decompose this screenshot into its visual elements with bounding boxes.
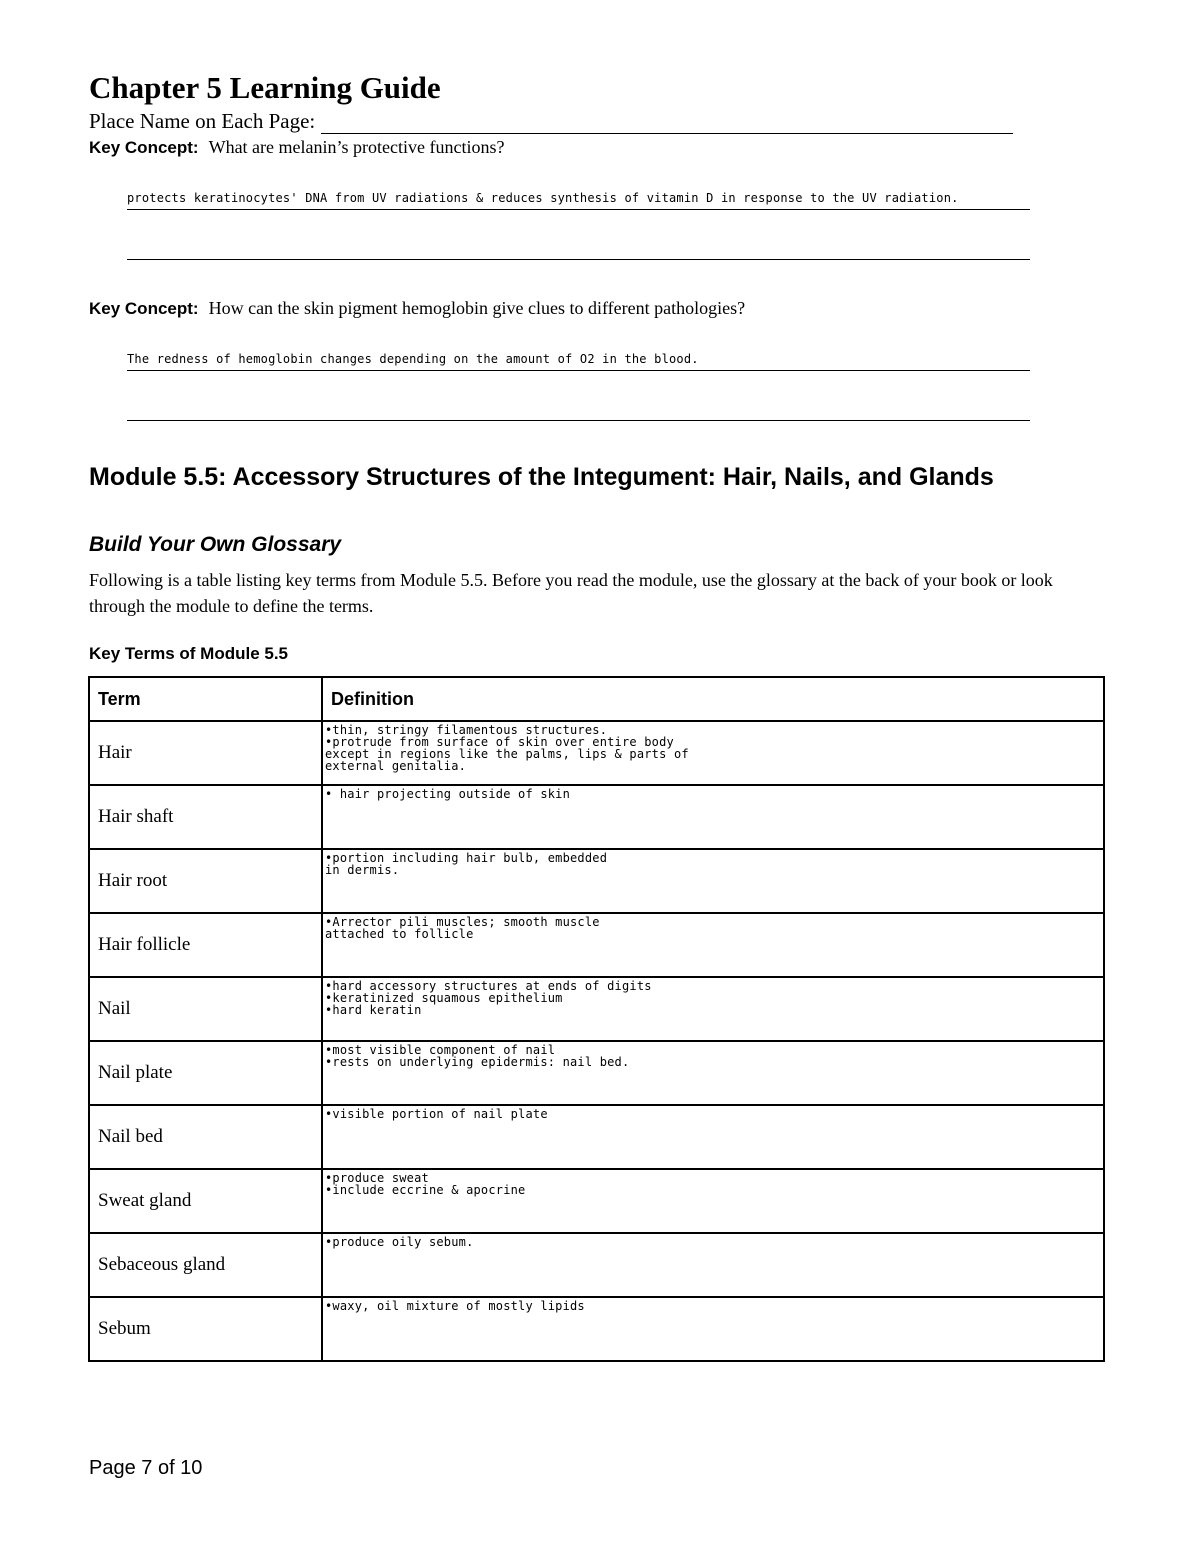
definition-line: in dermis. — [325, 863, 400, 877]
name-row — [89, 109, 1013, 134]
term-cell: Hair follicle — [89, 913, 322, 977]
term-cell: Nail plate — [89, 1041, 322, 1105]
term-cell: Sebaceous gland — [89, 1233, 322, 1297]
definition-line: attached to follicle — [325, 927, 474, 941]
term-cell: Nail bed — [89, 1105, 322, 1169]
definition-cell[interactable] — [322, 785, 1104, 849]
definition-line: •most visible component of nail — [325, 1043, 556, 1057]
definition-cell[interactable] — [322, 977, 1104, 1041]
term-cell: Hair shaft — [89, 785, 322, 849]
table-row — [89, 1233, 1104, 1297]
definition-line: •keratinized squamous epithelium — [325, 991, 563, 1005]
key-terms-table — [88, 676, 1105, 1362]
definition-line: external genitalia. — [325, 759, 467, 773]
key-concept-label: Key Concept: — [89, 138, 199, 157]
definition-line: •waxy, oil mixture of mostly lipids — [325, 1299, 585, 1313]
term-cell: Sebum — [89, 1297, 322, 1361]
table-header-row — [89, 677, 1104, 721]
module-title: Module 5.5: Accessory Structures of the Integument: Hair, Nails, and Glands — [89, 463, 994, 491]
definition-line: •rests on underlying epidermis: nail bed. — [325, 1055, 630, 1069]
answer-line[interactable] — [127, 402, 1030, 421]
definition-line: •Arrector pili muscles; smooth muscle — [325, 915, 600, 929]
definition-line: •hard keratin — [325, 1003, 422, 1017]
table-row — [89, 1041, 1104, 1105]
table-row — [89, 785, 1104, 849]
term-cell: Hair root — [89, 849, 322, 913]
term-cell: Nail — [89, 977, 322, 1041]
term-cell: Sweat gland — [89, 1169, 322, 1233]
term-cell: Hair — [89, 721, 322, 785]
table-body — [89, 721, 1104, 1361]
definition-line: • hair projecting outside of skin — [325, 787, 571, 801]
table-row — [89, 849, 1104, 913]
definition-cell[interactable] — [322, 721, 1104, 785]
name-prompt-label: Place Name on Each Page: — [89, 109, 316, 133]
definition-line: •produce sweat — [325, 1171, 429, 1185]
answer-line[interactable] — [127, 241, 1030, 260]
key-concept-1 — [89, 137, 504, 158]
page-number: Page 7 of 10 — [89, 1457, 203, 1479]
definition-line: •produce oily sebum. — [325, 1235, 474, 1249]
table-caption: Key Terms of Module 5.5 — [89, 644, 289, 663]
definition-line: •include eccrine & apocrine — [325, 1183, 526, 1197]
table-row — [89, 721, 1104, 785]
table-row — [89, 1297, 1104, 1361]
definition-cell[interactable] — [322, 1297, 1104, 1361]
chapter-title: Chapter 5 Learning Guide — [89, 70, 441, 105]
definition-line: •hard accessory structures at ends of digits — [325, 979, 652, 993]
answer-line[interactable]: The redness of hemoglobin changes depending on the amount of O2 in the blood. — [127, 352, 1030, 371]
table-row — [89, 913, 1104, 977]
column-header-definition: Definition — [322, 677, 1104, 721]
definition-line: •thin, stringy filamentous structures. — [325, 723, 608, 737]
key-concept-question: How can the skin pigment hemoglobin give clues to different pathologies? — [208, 298, 746, 318]
glossary-intro: Following is a table listing key terms from Module 5.5. Before you read the module, use the glossary at the back of your book or look through the module to define the terms. — [89, 570, 1053, 616]
key-concept-2 — [89, 298, 745, 319]
key-concept-label: Key Concept: — [89, 299, 199, 318]
definition-cell[interactable] — [322, 849, 1104, 913]
glossary-heading: Build Your Own Glossary — [89, 533, 342, 556]
table-row — [89, 977, 1104, 1041]
name-input-line[interactable] — [321, 113, 1013, 134]
key-concept-question: What are melanin’s protective functions? — [208, 137, 505, 157]
definition-line: except in regions like the palms, lips & parts of — [325, 747, 689, 761]
definition-cell[interactable] — [322, 1105, 1104, 1169]
answer-line[interactable]: protects keratinocytes' DNA from UV radiations & reduces synthesis of vitamin D in response to the UV radiation. — [127, 191, 1030, 210]
definition-cell[interactable] — [322, 913, 1104, 977]
definition-line: •protrude from surface of skin over entire body — [325, 735, 674, 749]
definition-cell[interactable] — [322, 1041, 1104, 1105]
column-header-term: Term — [89, 677, 322, 721]
table-row — [89, 1169, 1104, 1233]
definition-cell[interactable] — [322, 1169, 1104, 1233]
definition-line: •visible portion of nail plate — [325, 1107, 548, 1121]
definition-cell[interactable] — [322, 1233, 1104, 1297]
definition-line: •portion including hair bulb, embedded — [325, 851, 608, 865]
table-row — [89, 1105, 1104, 1169]
